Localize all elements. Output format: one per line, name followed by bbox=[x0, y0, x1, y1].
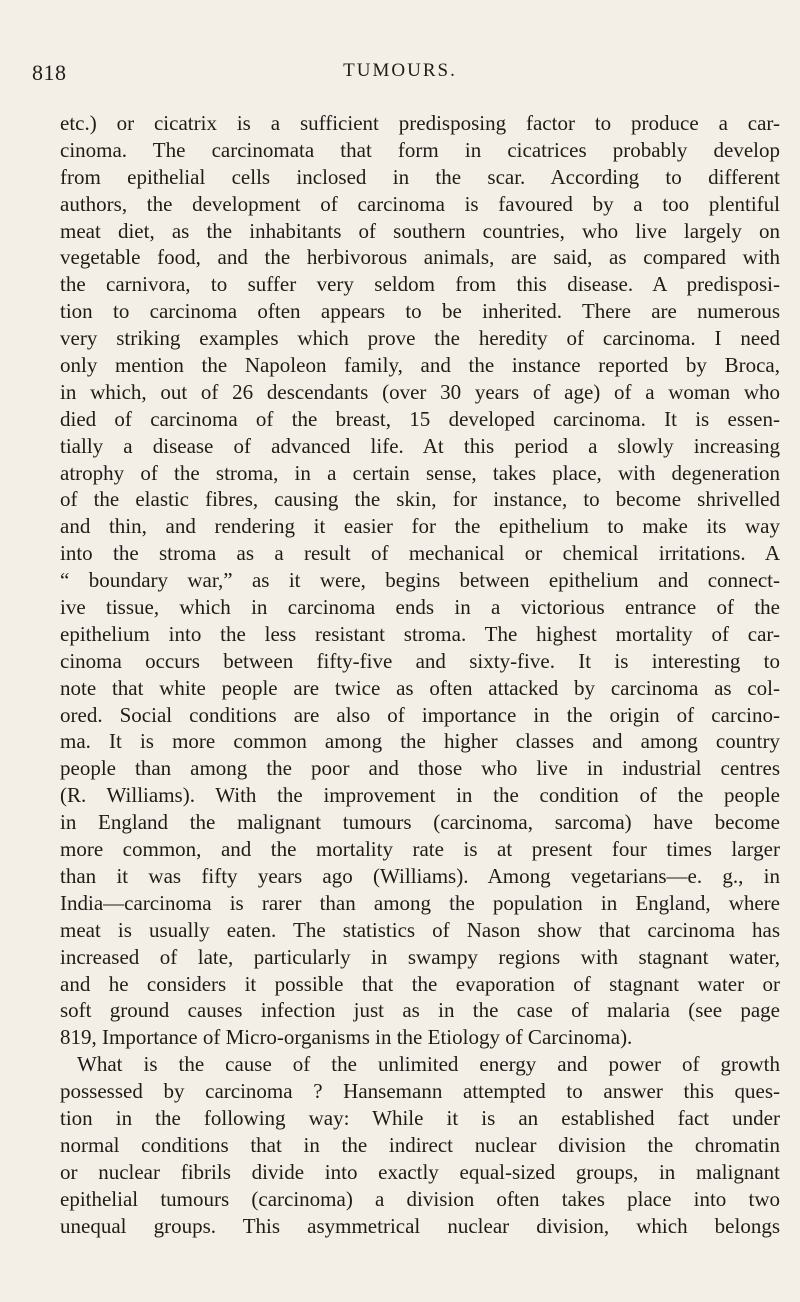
text-line: epithelium into the less resistant stroma. The highest mortality of car- bbox=[60, 621, 780, 646]
text-line: meat diet, as the inhabitants of southern countries, who live largely on bbox=[60, 218, 780, 243]
text-line: from epithelial cells inclosed in the scar. According to different bbox=[60, 164, 780, 189]
text-line: in England the malignant tumours (carcinoma, sarcoma) have become bbox=[60, 810, 780, 835]
text-line: increased of late, particularly in swampy regions with stagnant water, bbox=[60, 944, 780, 969]
text-line: 819, Importance of Micro-organisms in the Etiology of Carcinoma). bbox=[60, 1025, 633, 1050]
text-line: note that white people are twice as often attacked by carcinoma as col- bbox=[60, 675, 780, 700]
text-line: cinoma occurs between fifty-five and sixty-five. It is interesting to bbox=[60, 648, 780, 673]
text-line: than it was fifty years ago (Williams). Among vegetarians—e. g., in bbox=[60, 863, 780, 888]
text-line: India—carcinoma is rarer than among the population in England, where bbox=[60, 890, 780, 915]
text-line: unequal groups. This asymmetrical nuclear division, which belongs bbox=[60, 1213, 780, 1238]
text-line: soft ground causes infection just as in the case of malaria (see page bbox=[60, 998, 780, 1023]
text-line: atrophy of the stroma, in a certain sense, takes place, with degeneration bbox=[60, 460, 780, 485]
text-line: epithelial tumours (carcinoma) a division often takes place into two bbox=[60, 1186, 780, 1211]
text-line: into the stroma as a result of mechanical or chemical irritations. A bbox=[60, 541, 780, 566]
running-title: TUMOURS. bbox=[343, 60, 457, 81]
text-line: ive tissue, which in carcinoma ends in a victorious entrance of the bbox=[60, 595, 780, 620]
text-line: people than among the poor and those who live in industrial centres bbox=[60, 756, 780, 781]
text-line: and he considers it possible that the evaporation of stagnant water or bbox=[60, 971, 780, 996]
text-line: more common, and the mortality rate is at present four times larger bbox=[60, 837, 780, 862]
text-line: vegetable food, and the herbivorous animals, are said, as compared with bbox=[60, 245, 780, 270]
text-line: and thin, and rendering it easier for the epithelium to make its way bbox=[60, 514, 780, 539]
text-line: normal conditions that in the indirect nuclear division the chromatin bbox=[60, 1132, 780, 1157]
text-line: the carnivora, to suffer very seldom from this disease. A predisposi- bbox=[60, 272, 780, 297]
text-line: ma. It is more common among the higher classes and among country bbox=[60, 729, 780, 754]
text-line: in which, out of 26 descendants (over 30 years of age) of a woman who bbox=[60, 379, 780, 404]
text-line: tion in the following way: While it is an established fact under bbox=[60, 1105, 780, 1130]
text-line: What is the cause of the unlimited energy and power of growth bbox=[77, 1052, 780, 1077]
text-line: only mention the Napoleon family, and the instance reported by Broca, bbox=[60, 353, 780, 378]
text-line: tially a disease of advanced life. At this period a slowly increasing bbox=[60, 433, 780, 458]
text-line: etc.) or cicatrix is a sufficient predisposing factor to produce a car- bbox=[60, 111, 780, 135]
text-line: died of carcinoma of the breast, 15 developed carcinoma. It is essen- bbox=[60, 406, 780, 431]
text-line: authors, the development of carcinoma is favoured by a too plentiful bbox=[60, 191, 780, 216]
text-line: very striking examples which prove the heredity of carcinoma. I need bbox=[60, 326, 780, 351]
page-number: 818 bbox=[32, 60, 67, 85]
text-line: “ boundary war,” as it were, begins between epithelium and connect- bbox=[60, 568, 780, 593]
body-text bbox=[60, 110, 780, 1239]
text-line: of the elastic fibres, causing the skin, for instance, to become shrivelled bbox=[60, 487, 780, 512]
text-line: possessed by carcinoma ? Hansemann attempted to answer this ques- bbox=[60, 1079, 780, 1104]
text-line: or nuclear fibrils divide into exactly equal-sized groups, in malignant bbox=[60, 1159, 780, 1184]
text-line: meat is usually eaten. The statistics of Nason show that carcinoma has bbox=[60, 917, 780, 942]
text-line: cinoma. The carcinomata that form in cicatrices probably develop bbox=[60, 137, 780, 162]
text-line: (R. Williams). With the improvement in the condition of the people bbox=[60, 783, 780, 808]
text-line: tion to carcinoma often appears to be inherited. There are numerous bbox=[60, 299, 780, 324]
text-line: ored. Social conditions are also of importance in the origin of carcino- bbox=[60, 702, 780, 727]
